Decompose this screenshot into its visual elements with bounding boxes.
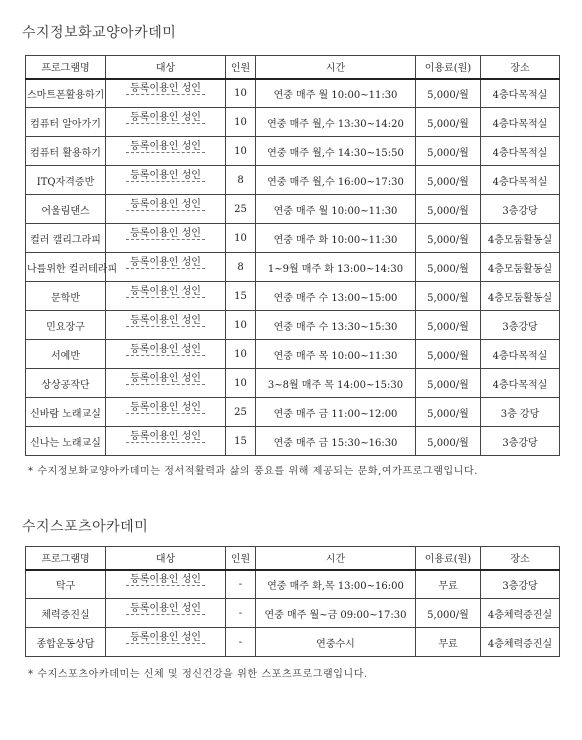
target-label: 등록이용인 성인: [126, 599, 205, 615]
cell-capacity: 25: [226, 398, 256, 427]
cell-fee: 5,000/월: [416, 369, 481, 398]
cell-time: 연중 매주 목 10:00~11:30: [256, 340, 416, 369]
cell-time: 3~8월 매주 목 14:00~15:30: [256, 369, 416, 398]
cell-time: 연중 매주 금 11:00~12:00: [256, 398, 416, 427]
cell-location: 4층체력증진실: [481, 599, 560, 628]
target-label: 등록이용인 성인: [126, 311, 205, 327]
cell-target: [106, 108, 226, 137]
table-row: [26, 253, 560, 282]
target-label: 등록이용인 성인: [126, 369, 205, 385]
header-capacity: 인원: [226, 547, 256, 570]
cell-capacity: 15: [226, 282, 256, 311]
cell-fee: 5,000/월: [416, 599, 481, 628]
cell-capacity: 10: [226, 79, 256, 108]
cell-fee: 5,000/월: [416, 398, 481, 427]
target-label: 등록이용인 성인: [126, 195, 205, 211]
target-label: 등록이용인 성인: [126, 628, 205, 644]
cell-program: 탁구: [26, 570, 106, 599]
table-header-row: [26, 547, 560, 570]
cell-target: [106, 253, 226, 282]
cell-location: 4층다목적실: [481, 79, 560, 108]
target-label: 등록이용인 성인: [126, 340, 205, 356]
header-target: 대상: [106, 56, 226, 79]
table-row: [26, 79, 560, 108]
target-label: 등록이용인 성인: [126, 253, 205, 269]
header-fee: 이용료(원): [416, 547, 481, 570]
cell-target: [106, 311, 226, 340]
cell-capacity: -: [226, 628, 256, 657]
cell-program: 체력증진실: [26, 599, 106, 628]
cell-fee: 5,000/월: [416, 253, 481, 282]
cell-fee: 5,000/월: [416, 79, 481, 108]
table-row: [26, 369, 560, 398]
cell-location: 4층모둠활동실: [481, 282, 560, 311]
table-row: [26, 311, 560, 340]
cell-program: ITQ자격증반: [26, 166, 106, 195]
target-label: 등록이용인 성인: [126, 79, 205, 95]
table-row: [26, 224, 560, 253]
cell-location: 3층강당: [481, 570, 560, 599]
sports-academy-note: * 수지스포츠아카데미는 신체 및 정신건강을 위한 스포츠프로그램입니다.: [28, 669, 368, 680]
cell-time: 연중 매주 월,수 14:30~15:50: [256, 137, 416, 166]
cell-capacity: 10: [226, 311, 256, 340]
cell-location: 3층 강당: [481, 398, 560, 427]
cell-program: 민요장구: [26, 311, 106, 340]
target-label: 등록이용인 성인: [126, 108, 205, 124]
cell-time: 연중 매주 월,수 13:30~14:20: [256, 108, 416, 137]
header-target: 대상: [106, 547, 226, 570]
table-row: [26, 570, 560, 599]
cell-program: 상상공작단: [26, 369, 106, 398]
cell-program: 문학반: [26, 282, 106, 311]
header-location: 장소: [481, 56, 560, 79]
cell-target: [106, 195, 226, 224]
cell-program: 컴퓨터 활용하기: [26, 137, 106, 166]
table-row: [26, 340, 560, 369]
table-row: [26, 398, 560, 427]
cell-capacity: 10: [226, 224, 256, 253]
header-capacity: 인원: [226, 56, 256, 79]
cell-program: 컬러 캘리그라피: [26, 224, 106, 253]
cell-program: 신나는 노래교실: [26, 427, 106, 456]
target-label: 등록이용인 성인: [126, 224, 205, 240]
cell-time: 연중 매주 월,수 16:00~17:30: [256, 166, 416, 195]
cell-program: 나를위한 컬러테라피: [26, 253, 106, 282]
cell-capacity: 15: [226, 427, 256, 456]
cell-target: [106, 570, 226, 599]
header-time: 시간: [256, 547, 416, 570]
cell-location: 4층다목적실: [481, 137, 560, 166]
cell-time: 연중 매주 화 10:00~11:30: [256, 224, 416, 253]
cell-target: [106, 79, 226, 108]
cell-capacity: -: [226, 570, 256, 599]
cell-target: [106, 427, 226, 456]
cell-fee: 5,000/월: [416, 195, 481, 224]
cell-capacity: 8: [226, 166, 256, 195]
cell-program: 어울림댄스: [26, 195, 106, 224]
cell-fee: 5,000/월: [416, 137, 481, 166]
target-label: 등록이용인 성인: [126, 166, 205, 182]
target-label: 등록이용인 성인: [126, 398, 205, 414]
table-row: [26, 628, 560, 657]
section-title-sports-academy: 수지스포츠아카데미: [22, 519, 149, 535]
info-academy-note: * 수지정보화교양아카데미는 정서적활력과 삶의 풍요를 위해 제공되는 문화,여가프로그램입니다.: [28, 466, 479, 477]
table-header-row: [26, 56, 560, 79]
cell-location: 4층모둠활동실: [481, 224, 560, 253]
target-label: 등록이용인 성인: [126, 137, 205, 153]
cell-target: [106, 398, 226, 427]
table-row: [26, 599, 560, 628]
cell-location: 3층강당: [481, 427, 560, 456]
target-label: 등록이용인 성인: [126, 427, 205, 443]
cell-capacity: 10: [226, 137, 256, 166]
cell-location: 3층강당: [481, 311, 560, 340]
cell-target: [106, 599, 226, 628]
cell-location: 4층다목적실: [481, 108, 560, 137]
table-row: [26, 108, 560, 137]
cell-target: [106, 282, 226, 311]
cell-time: 1~9월 매주 화 13:00~14:30: [256, 253, 416, 282]
cell-program: 종합운동상담: [26, 628, 106, 657]
cell-capacity: 10: [226, 108, 256, 137]
cell-location: 4층다목적실: [481, 369, 560, 398]
target-label: 등록이용인 성인: [126, 282, 205, 298]
cell-target: [106, 166, 226, 195]
cell-time: 연중 매주 수 13:30~15:30: [256, 311, 416, 340]
cell-fee: 5,000/월: [416, 108, 481, 137]
header-program: 프로그램명: [26, 56, 106, 79]
header-fee: 이용료(원): [416, 56, 481, 79]
cell-time: 연중 매주 월 10:00~11:30: [256, 195, 416, 224]
cell-location: 4층다목적실: [481, 166, 560, 195]
cell-program: 신바람 노래교실: [26, 398, 106, 427]
table-row: [26, 166, 560, 195]
cell-program: 컴퓨터 알아가기: [26, 108, 106, 137]
header-time: 시간: [256, 56, 416, 79]
cell-capacity: 10: [226, 369, 256, 398]
cell-fee: 5,000/월: [416, 427, 481, 456]
cell-time: 연중 매주 화,목 13:00~16:00: [256, 570, 416, 599]
target-label: 등록이용인 성인: [126, 570, 205, 586]
cell-time: 연중 매주 월~금 09:00~17:30: [256, 599, 416, 628]
table-row: [26, 282, 560, 311]
cell-time: 연중 매주 금 15:30~16:30: [256, 427, 416, 456]
info-academy-table: [25, 55, 560, 456]
cell-target: [106, 137, 226, 166]
table-row: [26, 195, 560, 224]
cell-location: 4층체력증진실: [481, 628, 560, 657]
cell-location: 4층모둠활동실: [481, 253, 560, 282]
header-location: 장소: [481, 547, 560, 570]
table-row: [26, 427, 560, 456]
cell-program: 스마트폰활용하기: [26, 79, 106, 108]
cell-program: 서예반: [26, 340, 106, 369]
cell-target: [106, 628, 226, 657]
cell-fee: 무료: [416, 570, 481, 599]
cell-time: 연중 매주 수 13:00~15:00: [256, 282, 416, 311]
cell-capacity: 10: [226, 340, 256, 369]
cell-target: [106, 340, 226, 369]
cell-location: 3층강당: [481, 195, 560, 224]
cell-fee: 5,000/월: [416, 340, 481, 369]
section-title-info-academy: 수지정보화교양아카데미: [22, 25, 177, 41]
cell-capacity: -: [226, 599, 256, 628]
table-row: [26, 137, 560, 166]
cell-fee: 무료: [416, 628, 481, 657]
cell-capacity: 8: [226, 253, 256, 282]
cell-fee: 5,000/월: [416, 311, 481, 340]
cell-time: 연중수시: [256, 628, 416, 657]
cell-capacity: 25: [226, 195, 256, 224]
sports-academy-table: [25, 546, 560, 657]
cell-target: [106, 224, 226, 253]
cell-location: 4층다목적실: [481, 340, 560, 369]
cell-fee: 5,000/월: [416, 166, 481, 195]
cell-fee: 5,000/월: [416, 282, 481, 311]
cell-target: [106, 369, 226, 398]
header-program: 프로그램명: [26, 547, 106, 570]
cell-time: 연중 매주 월 10:00~11:30: [256, 79, 416, 108]
cell-fee: 5,000/월: [416, 224, 481, 253]
